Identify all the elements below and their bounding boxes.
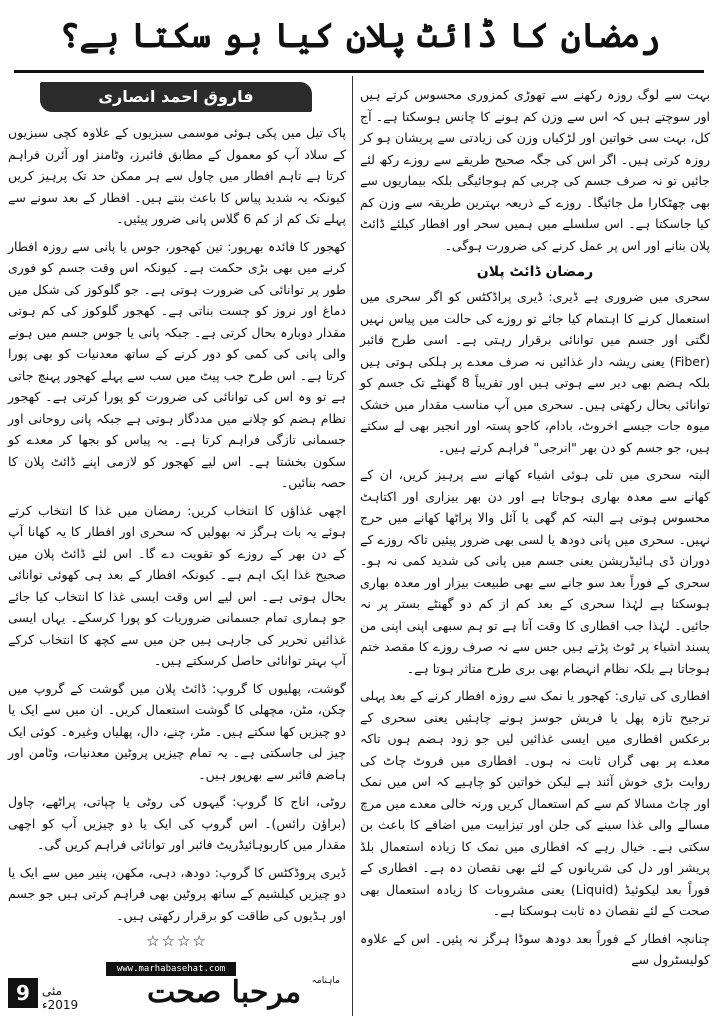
- left-column: [8, 76, 346, 950]
- column-divider: [352, 76, 353, 1016]
- page-footer: [8, 962, 346, 1014]
- magazine-name: مرحبا صحت: [146, 975, 302, 1010]
- paragraph-vegetables: پاک تیل میں پکی ہوئی موسمی سبزیوں کے علاوہ کچی سبزیوں کے سلاد آپ کو معمول کے مطابق فائبرز، وٹامنز اور آئرن فراہم کرتا ہے تاہم افطار میں چاول سے ہر ممکن حد تک پرہیز کریں کیونکہ یہ شدید پیاس کا باعث بنتے ہیں۔ افطار کے بعد سونے سے پہلے تک کم از کم 6 گلاس پانی ضرور پیئیں۔: [8, 125, 346, 226]
- page-number: 9: [8, 978, 38, 1008]
- paragraph-sehri-avoid: البتہ سحری میں تلی ہوئی اشیاء کھانے سے پرہیز کریں، ان کے کھانے سے معدہ بھاری ہوجاتا ہے اور دن بھر بیزاری اور اکتاہٹ محسوس ہوتی ہے البتہ کم گھی یا آئل والا پراٹھا کھانے میں حرج نہیں۔ سحری میں پانی دودھ یا لسی بھی ضرور پیئیں تاکہ روزے کے دوران ڈی ہائیڈریشن یعنی جسم میں پانی کی شدید کمی نہ ہو۔ سحری کے فوراً بعد سو جانے سے بھی طبیعت بیزار اور معدہ بھاری ہوسکتا ہے لہٰذا سحری کے بعد کم از کم دو گھنٹے بستر پر نہ جائیں۔ لہٰذا جب افطاری کا وقت آتا ہے تو ہم سبھی اپنی اپنی من پسند اشیاء پر ٹوٹ پڑتے ہیں جس سے نہ صرف روزے کا مقصد ختم ہوجاتا ہے بلکہ نظام انہضام بھی بری طرح متاثر ہوتا ہے۔: [360, 467, 710, 676]
- website-url[interactable]: www.marhabasehat.com: [106, 962, 236, 976]
- intro-paragraph: بہت سے لوگ روزہ رکھنے سے تھوڑی کمزوری محسوس کرتے ہیں اور سوچتے ہیں کہ اس سے وزن کم ہونے کا چانس ہوسکتا ہے۔ آج کل، بہت سی خواتین اور لڑکیاں وزن کی زیادتی سے پریشان ہو کر روزہ کرتی ہیں۔ اگر اس کی جگہ صحیح طریقے سے روزے رکھ لئے جائیں تو نہ صرف جسم کی چربی کم ہوجائیگی بلکہ بیماریوں سے بھی چھٹکارا مل جائیگا۔ روزے کے ذریعہ بہترین طریقہ سے وزن کم کیا جاسکتا ہے۔ اس سلسلے میں ہمیں سحر اور افطار کیلئے ڈائٹ پلان بنانے اور اس پر عمل کرنے کی ضرورت ہوگی۔: [360, 87, 710, 253]
- article-title: رمضان کا ڈائٹ پلان کیا ہو سکتا ہے؟: [59, 16, 661, 56]
- magazine-tag: ماہنامہ: [311, 976, 340, 986]
- paragraph-grain-group: روٹی، اناج کا گروپ: گیہوں کی روٹی یا چپاتی، پراٹھے، چاول (براؤن رائس)۔ اس گروپ کی ایک یا دو چیزیں آپ کو اچھی مقدار میں کاربوہائیڈریٹ فائبر اور توانائی فراہم کریں گی۔: [8, 794, 346, 852]
- paragraph-continued: چنانچہ افطار کے فوراً بعد دودھ سوڈا ہرگز نہ پئیں۔ اس کے علاوہ کولیسٹرول سے: [360, 930, 710, 967]
- paragraph-dates: کھجور کا فائدہ بھرپور: تین کھجور، جوس یا پانی سے روزہ افطار کرنے میں بھی بڑی حکمت ہے۔ کیونکہ اس وقت جسم کو فوری طور پر توانائی کی ضرورت ہوتی ہے۔ جو گلوکوز کی شکل میں دماغ اور نروز کو چست بناتی ہے۔ کھجور گلوکوز کی کم ہوتی مقدار دوبارہ بحال کرتی ہے۔ جبکہ پانی یا جوس جسم میں ہونے والی پانی کی کمی کو دور کرنے کے ساتھ معدنیات کو بھی پورا کرتا ہے۔ اس طرح جب پیٹ میں سب سے پہلے کھجور پہنچ جاتی ہے تو وہ اس کی توانائی کی ضرورت کو پورا کرتی ہے۔ کھجور نظام ہضم کو چلانے میں مددگار ہوتی ہے جبکہ پانی روحانی اور جسمانی تازگی فراہم کرتا ہے۔ یہ پیاس کو بجھا کر معدے کو سکون بخشتا ہے۔ اس لیے کھجور کو لازمی اپنے ڈائٹ پلان کا حصہ بنائیں۔: [8, 238, 346, 490]
- magazine-logo: [106, 962, 342, 1012]
- paragraph-sehri-dairy: سحری میں ضروری ہے ڈیری: ڈیری پراڈکٹس کو اگر سحری میں استعمال کرنے کا اہتمام کیا جائے تو روزے کی حالت میں پیاس نہیں لگتی اور جسم میں توانائی برقرار رہتی ہے۔ اسی طرح فائبر (Fiber) یعنی ریشہ دار غذائیں نہ صرف معدے پر ہلکی ہوتی ہیں بلکہ ہضم بھی دیر سے ہوتی ہیں اور تقریباً 8 گھنٹے تک جسم کو توانائی بحال رکھتی ہیں۔ سحری میں آپ مناسب مقدار میں خشک میوہ جات جیسے اخروٹ، بادام، کاجو پستہ اور انجیر بھی لے سکتے ہیں، جو جسم کو دن بھر "انرجی" فراہم کرتے ہیں۔: [360, 289, 710, 455]
- paragraph-meat-group: گوشت، پھلیوں کا گروپ: ڈائٹ پلان میں گوشت کے گروپ میں چکن، مٹن، مچھلی کا گوشت استعمال کریں۔ ان میں سے ایک یا دو چیزیں کھا سکتے ہیں۔ مٹر، چنے، دال، پھلیاں وغیرہ۔ کوئی ایک چیز لی جاسکتی ہے۔ یہ تمام چیزیں پروٹین معدنیات، وٹامن اور ہاضم فائبر سے بھرپور ہیں۔: [8, 680, 346, 782]
- paragraph-iftar-prep: افطاری کی تیاری: کھجور یا نمک سے روزہ افطار کرنے کے بعد پہلی ترجیح تازہ پھل یا فریش جوسز ہونے چاہئیں یعنی سحری کے برعکس افطاری میں ایسی غذائیں لیں جو زود ہضم ہوں تاکہ معدے پر بھی گراں ثابت نہ ہوں۔ افطاری میں فروٹ چاٹ کی روایت بڑی خوش آئند ہے لیکن خواتین کو چاہیے کہ اس میں نمک اور چاٹ مسالا کم سے کم استعمال کریں ورنہ خالی معدے میں مرچ مسالے والی غذا سینے کی جلن اور تیزابیت میں اضافے کا باعث بن سکتی ہے۔ خیال رہے کہ افطاری میں نمک کا زیادہ استعمال بلڈ پریشر اور دل کی شریانوں کے لئے بھی نقصان دہ ہے۔ افطاری کے فوراً بعد لیکوئیڈ (Liquid) یعنی مشروبات کا زیادہ استعمال بھی صحت کے لئے نقصان دہ ثابت ہوسکتا ہے۔: [360, 688, 710, 918]
- paragraph-dairy-group: ڈیری پروڈکٹس کا گروپ: دودھ، دہی، مکھن، پنیر میں سے ایک یا دو چیزیں کیلشیم کے ساتھ پروٹین بھی فراہم کرتی ہیں جو جسم اور ہڈیوں کی طاقت کو برقرار رکھتی ہیں۔: [8, 864, 346, 923]
- paragraph-food-choice: اچھی غذاؤں کا انتخاب کریں: رمضان میں غذا کا انتخاب کرتے ہوئے یہ بات ہرگز نہ بھولیں کہ سحری اور افطار کا یہ کھانا آپ کے دن بھر کے روزے کو تقویت دے گا۔ اس لئے ڈائٹ پلان میں صحیح غذا ایک اہم ہے۔ کیونکہ افطار کے بعد ہی کھوئی توانائی بحال ہوتی ہے۔ اس لیے اس وقت ایسی غذا کا انتخاب کیا جائے جو ہماری تمام جسمانی ضروریات کو پورا کرسکے۔ یہاں ایسی غذائیں تحریر کی جارہی ہیں جن میں سے کچھ کا انتخاب کرکے آپ بہتر توانائی حاصل کرسکتے ہیں۔: [8, 502, 346, 668]
- section-heading: رمضان ڈائٹ پلان: [476, 264, 594, 280]
- author-banner: فاروق احمد انصاری: [40, 82, 312, 112]
- title-divider: [14, 70, 704, 73]
- right-column: [360, 84, 710, 977]
- issue-date: مئی 2019ء: [42, 984, 79, 1012]
- end-stars: ☆☆☆☆: [146, 932, 208, 950]
